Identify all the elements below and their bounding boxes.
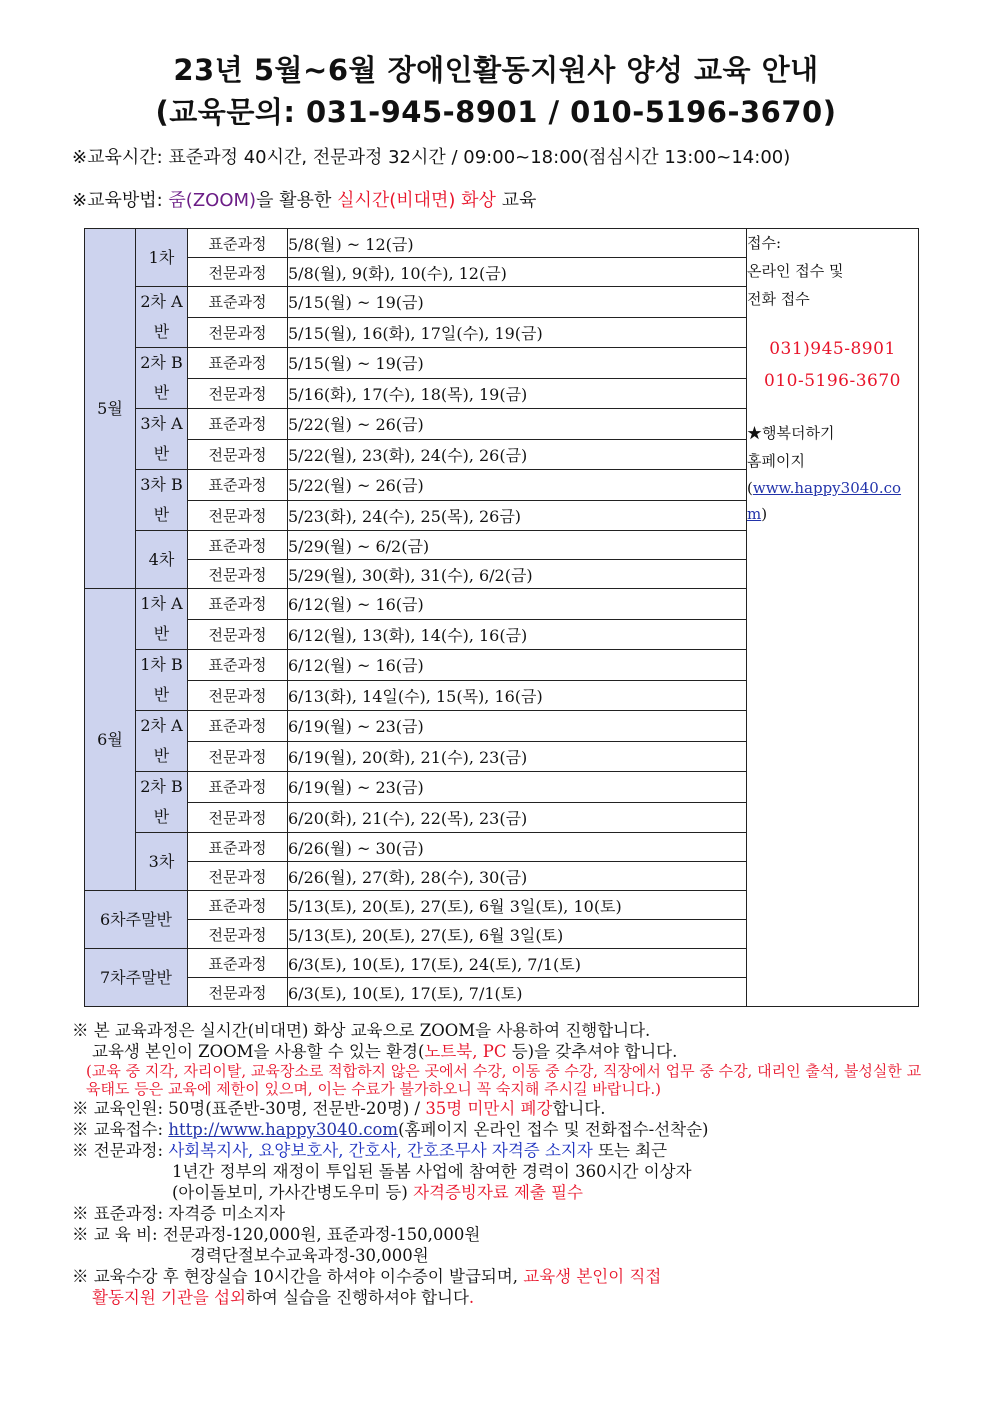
note-practicum-agency <box>72 1287 932 1308</box>
dates-standard: 5/8(월) ~ 12(금) <box>288 229 747 258</box>
homepage-title: ★행복더하기 <box>747 424 835 442</box>
course-expert: 전문과정 <box>188 560 288 589</box>
course-standard: 표준과정 <box>188 711 288 742</box>
course-expert: 전문과정 <box>188 978 288 1007</box>
dates-standard: 5/13(토), 20(토), 27(토), 6월 3일(토), 10(토) <box>288 891 747 920</box>
note-fee: ※ 교 육 비: 전문과정-120,000원, 표준과정-150,000원 <box>72 1225 481 1244</box>
round-label: 2차 A반 <box>136 287 188 348</box>
course-expert: 전문과정 <box>188 802 288 833</box>
dates-expert: 6/12(월), 13(화), 14(수), 16(금) <box>288 619 747 650</box>
dates-expert: 6/3(토), 10(토), 17(토), 7/1(토) <box>288 978 747 1007</box>
reception-info <box>747 229 919 1007</box>
course-standard: 표준과정 <box>188 229 288 258</box>
note-capacity <box>72 1098 932 1119</box>
weekend-round-label: 7차주말반 <box>85 949 188 1007</box>
round-label: 3차 A반 <box>136 409 188 470</box>
education-time: ※교육시간: 표준과정 40시간, 전문과정 32시간 / 09:00~18:00(점심시간 13:00~14:00) <box>72 147 791 168</box>
dates-expert: 5/22(월), 23(화), 24(수), 26(금) <box>288 439 747 470</box>
note-expert-suffix: 또는 최근 <box>592 1141 668 1160</box>
reception-phone-label: 전화 접수 <box>747 290 810 308</box>
reception-title: 접수: <box>747 234 782 252</box>
method-prefix: ※교육방법: <box>72 190 169 211</box>
note-environment <box>72 1041 932 1062</box>
dates-expert: 5/15(월), 16(화), 17일(수), 19(금) <box>288 317 747 348</box>
education-method <box>72 186 536 212</box>
course-standard: 표준과정 <box>188 409 288 440</box>
note-registration <box>72 1119 932 1140</box>
round-label: 2차 A반 <box>136 711 188 772</box>
note-fee-refresher: 경력단절보수교육과정-30,000원 <box>190 1246 429 1265</box>
reception-phone-2: 010-5196-3670 <box>764 371 901 391</box>
round-label: 1차 B반 <box>136 650 188 711</box>
dates-expert: 6/20(화), 21(수), 22(목), 23(금) <box>288 802 747 833</box>
dates-standard: 6/19(월) ~ 23(금) <box>288 711 747 742</box>
note-registration-prefix: ※ 교육접수: <box>72 1120 169 1139</box>
dates-expert: 6/13(화), 14일(수), 15(목), 16(금) <box>288 680 747 711</box>
dates-standard: 6/26(월) ~ 30(금) <box>288 833 747 862</box>
course-expert: 전문과정 <box>188 619 288 650</box>
note-zoom: ※ 본 교육과정은 실시간(비대면) 화상 교육으로 ZOOM을 사용하여 진행합니다. <box>72 1021 651 1040</box>
dates-standard: 6/12(월) ~ 16(금) <box>288 589 747 620</box>
dates-standard: 5/22(월) ~ 26(금) <box>288 470 747 501</box>
note-env-devices: 노트북, PC <box>424 1042 507 1061</box>
note-expert <box>72 1140 932 1161</box>
dates-expert: 6/19(월), 20(화), 21(수), 23(금) <box>288 741 747 772</box>
course-expert: 전문과정 <box>188 258 288 287</box>
notes-section <box>72 1020 932 1308</box>
course-standard: 표준과정 <box>188 891 288 920</box>
month-may: 5월 <box>85 229 136 589</box>
course-expert: 전문과정 <box>188 500 288 531</box>
course-expert: 전문과정 <box>188 317 288 348</box>
note-examples-required: 자격증빙자료 제출 필수 <box>413 1183 583 1202</box>
method-live: 실시간(비대면) 화상 <box>337 190 496 211</box>
note-restrictions: (교육 중 지각, 자리이탈, 교육장소로 적합하지 않은 곳에서 수강, 이동 중 수강, 직장에서 업무 중 수강, 대리인 출석, 불성실한 교육태도 등은 교육에 제한이 있으며, 이는 수료가 불가하오니 꼭 숙지해 주시길 바랍니다.) <box>86 1062 922 1098</box>
round-label: 2차 B반 <box>136 348 188 409</box>
note-capacity-prefix: ※ 교육인원: 50명(표준반-30명, 전문반-20명) / <box>72 1099 426 1118</box>
note-registration-suffix: (홈페이지 온라인 접수 및 전화접수-선착순) <box>398 1120 709 1139</box>
page-title: 23년 5월~6월 장애인활동지원사 양성 교육 안내 <box>173 53 819 87</box>
reception-method: 온라인 접수 및 <box>747 262 844 280</box>
note-env-suffix: 등)을 갖추셔야 합니다. <box>506 1042 678 1061</box>
course-standard: 표준과정 <box>188 772 288 803</box>
note-expert-career: 1년간 정부의 재정이 투입된 돌봄 사업에 참여한 경력이 360시간 이상자 <box>172 1162 692 1181</box>
course-expert: 전문과정 <box>188 920 288 949</box>
dates-expert: 5/8(월), 9(화), 10(수), 12(금) <box>288 258 747 287</box>
course-expert: 전문과정 <box>188 439 288 470</box>
round-label: 1차 A반 <box>136 589 188 650</box>
dates-expert: 5/16(화), 17(수), 18(목), 19(금) <box>288 378 747 409</box>
contact-line: (교육문의: 031-945-8901 / 010-5196-3670) <box>155 95 837 129</box>
course-standard: 표준과정 <box>188 531 288 560</box>
round-label: 1차 <box>136 229 188 287</box>
homepage-link[interactable]: www.happy3040.com <box>747 479 902 523</box>
dates-standard: 5/15(월) ~ 19(금) <box>288 348 747 379</box>
course-expert: 전문과정 <box>188 741 288 772</box>
homepage-label: 홈페이지 <box>747 452 805 470</box>
note-agency-contact: 활동지원 기관을 섭외 <box>92 1288 246 1307</box>
note-expert-prefix: ※ 전문과정: <box>72 1141 169 1160</box>
course-expert: 전문과정 <box>188 862 288 891</box>
dates-expert: 5/29(월), 30(화), 31(수), 6/2(금) <box>288 560 747 589</box>
course-expert: 전문과정 <box>188 378 288 409</box>
month-june: 6월 <box>85 589 136 891</box>
course-standard: 표준과정 <box>188 348 288 379</box>
note-standard: ※ 표준과정: 자격증 미소지자 <box>72 1204 286 1223</box>
schedule-table <box>84 228 919 1007</box>
method-suffix: 교육 <box>495 190 537 211</box>
round-label: 2차 B반 <box>136 772 188 833</box>
note-capacity-cancel: 35명 미만시 폐강 <box>425 1099 553 1118</box>
note-expert-licenses: 사회복지사, 요양보호사, 간호사, 간호조무사 자격증 소지자 <box>168 1141 593 1160</box>
note-env-prefix: 교육생 본인이 ZOOM을 사용할 수 있는 환경( <box>92 1042 425 1061</box>
note-agency-mid: 하여 실습을 진행하셔야 합니다 <box>245 1288 469 1307</box>
method-zoom: 줌(ZOOM) <box>168 190 257 211</box>
dates-standard: 6/12(월) ~ 16(금) <box>288 650 747 681</box>
dates-standard: 5/22(월) ~ 26(금) <box>288 409 747 440</box>
homepage-open: ( <box>747 479 753 497</box>
course-standard: 표준과정 <box>188 833 288 862</box>
note-expert-examples <box>72 1182 932 1203</box>
course-standard: 표준과정 <box>188 287 288 318</box>
round-label: 3차 B반 <box>136 470 188 531</box>
dates-expert: 6/26(월), 27(화), 28(수), 30(금) <box>288 862 747 891</box>
note-agency-end: . <box>468 1288 475 1307</box>
round-label: 3차 <box>136 833 188 891</box>
round-label: 4차 <box>136 531 188 589</box>
table-row <box>85 229 919 258</box>
note-practicum-prefix: ※ 교육수강 후 현장실습 10시간을 하셔야 이수증이 발급되며, <box>72 1267 524 1286</box>
course-standard: 표준과정 <box>188 470 288 501</box>
course-standard: 표준과정 <box>188 650 288 681</box>
note-examples-prefix: (아이돌보미, 가사간병도우미 등) <box>172 1183 414 1202</box>
registration-link[interactable]: http://www.happy3040.com <box>168 1120 399 1139</box>
note-capacity-suffix: 합니다. <box>552 1099 606 1118</box>
course-standard: 표준과정 <box>188 949 288 978</box>
dates-expert: 5/13(토), 20(토), 27(토), 6월 3일(토) <box>288 920 747 949</box>
dates-expert: 5/23(화), 24(수), 25(목), 26금) <box>288 500 747 531</box>
course-standard: 표준과정 <box>188 589 288 620</box>
dates-standard: 5/29(월) ~ 6/2(금) <box>288 531 747 560</box>
note-practicum-self: 교육생 본인이 직접 <box>523 1267 662 1286</box>
dates-standard: 5/15(월) ~ 19(금) <box>288 287 747 318</box>
homepage-close: ) <box>761 505 768 523</box>
course-expert: 전문과정 <box>188 680 288 711</box>
dates-standard: 6/19(월) ~ 23(금) <box>288 772 747 803</box>
weekend-round-label: 6차주말반 <box>85 891 188 949</box>
reception-phone-1: 031)945-8901 <box>769 339 896 359</box>
note-practicum <box>72 1266 932 1287</box>
dates-standard: 6/3(토), 10(토), 17(토), 24(토), 7/1(토) <box>288 949 747 978</box>
method-mid: 을 활용한 <box>256 190 338 211</box>
